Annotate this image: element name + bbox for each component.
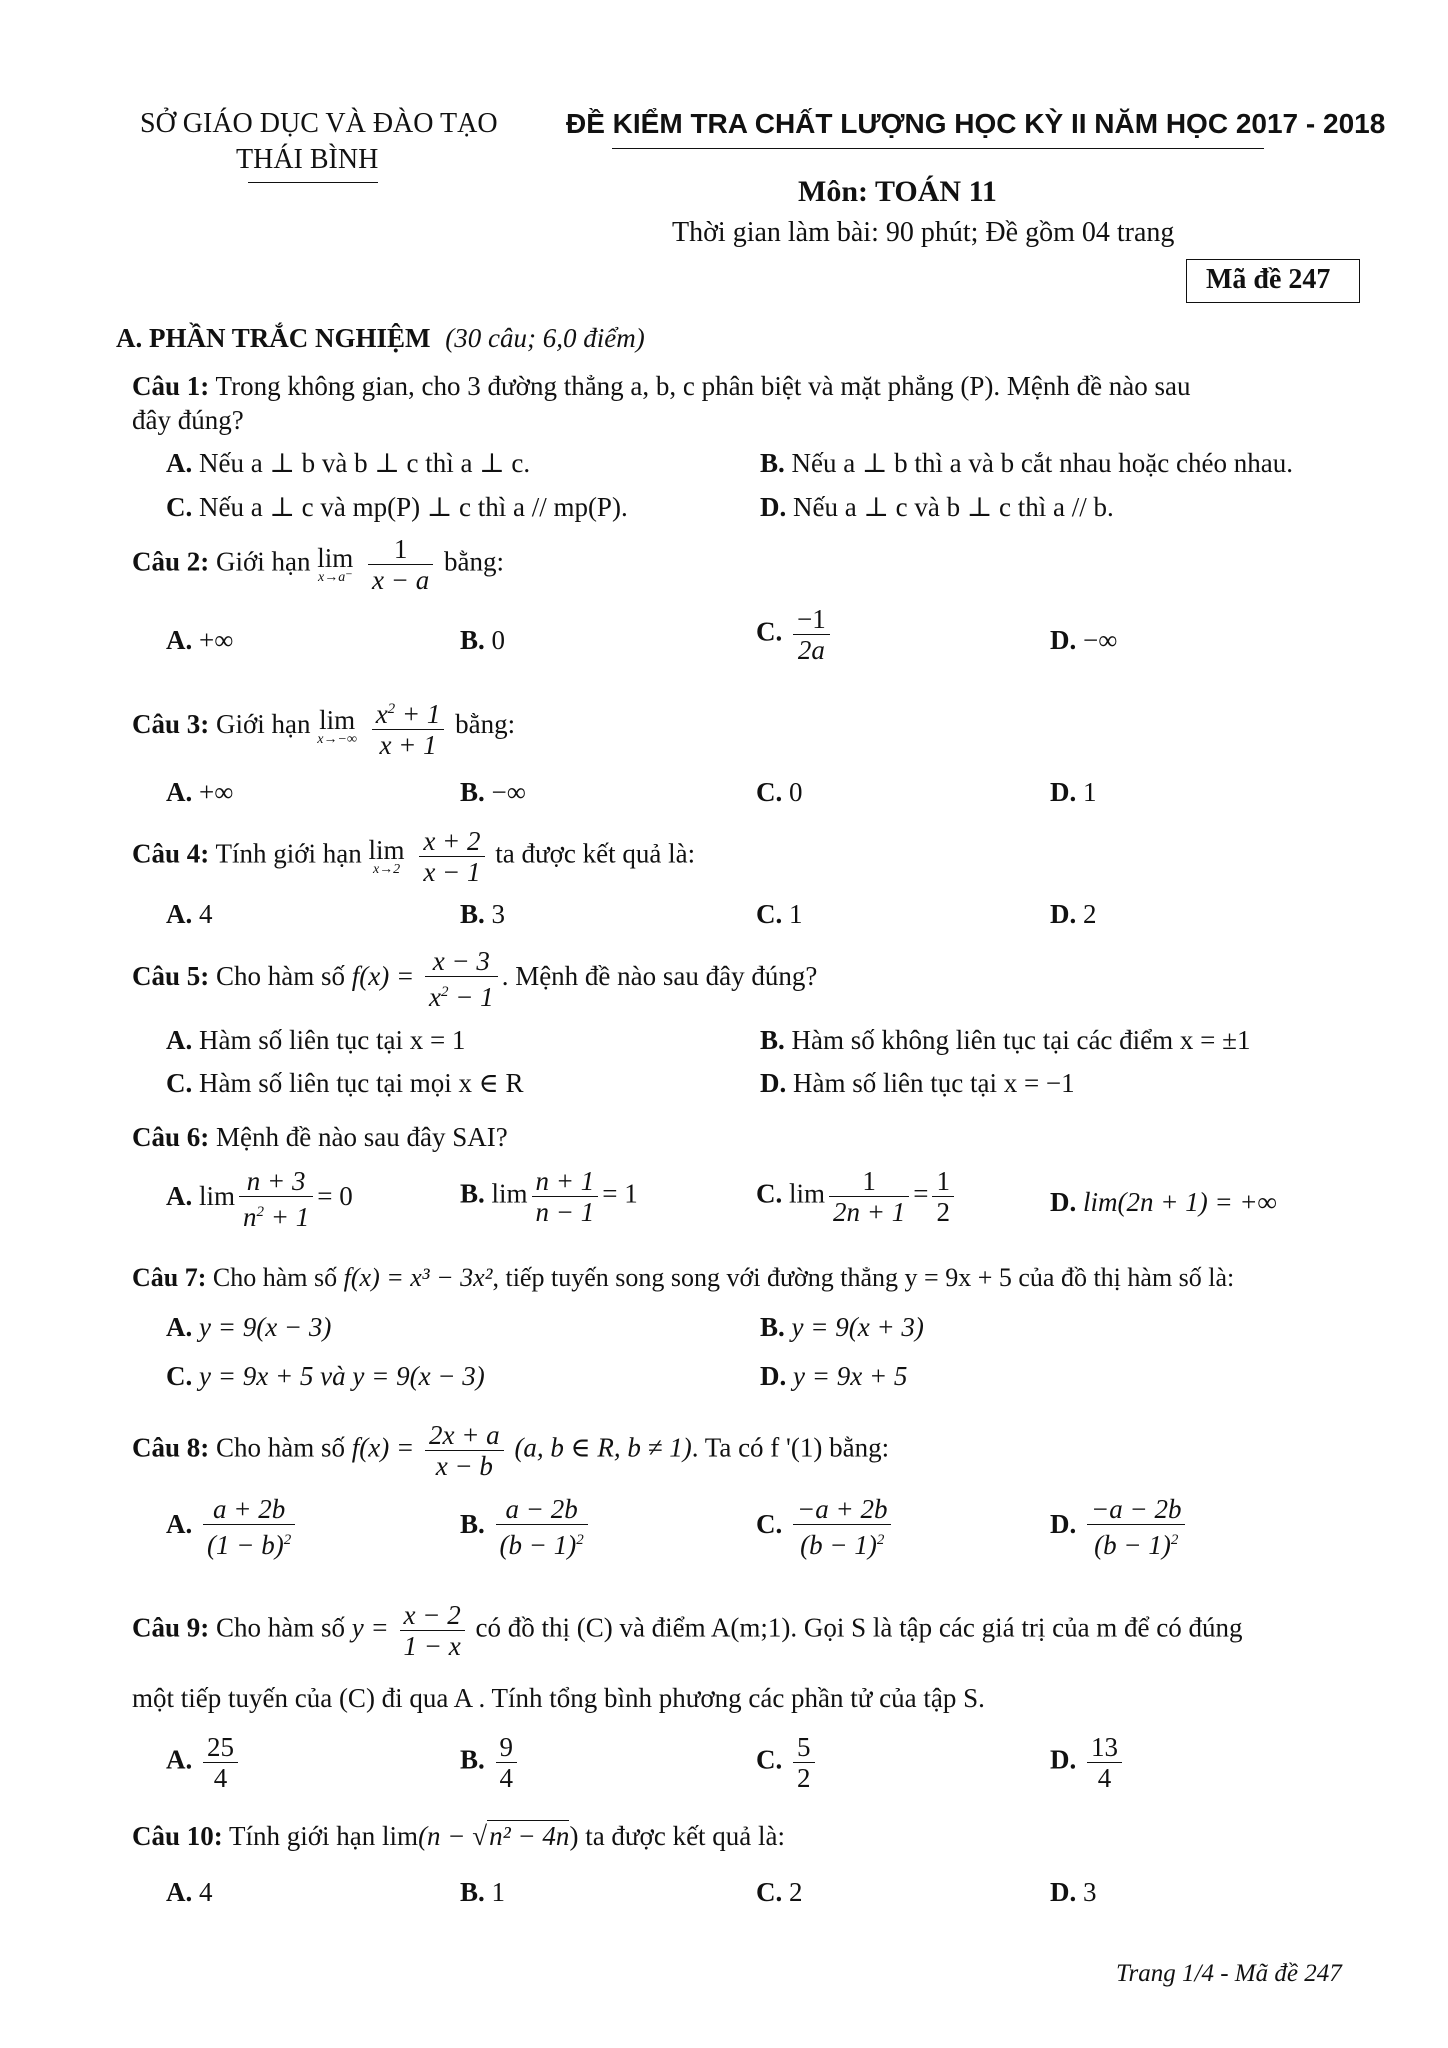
section-title xyxy=(116,322,645,354)
q8-fraction xyxy=(425,1420,504,1481)
option-letter: C. xyxy=(756,1178,783,1209)
option-letter: C. xyxy=(756,616,783,647)
option-letter: D. xyxy=(1050,899,1077,929)
option-letter: B. xyxy=(760,1312,785,1342)
header-underline-left xyxy=(248,182,378,183)
q8-a-fraction xyxy=(203,1494,295,1560)
option-letter: D. xyxy=(760,1361,787,1391)
option-text: +∞ xyxy=(199,625,234,655)
q10-option-d xyxy=(1050,1876,1097,1908)
q5-label: Câu 5: xyxy=(132,961,210,992)
section-title-text: A. PHẦN TRẮC NGHIỆM xyxy=(116,323,431,353)
option-letter: B. xyxy=(460,899,485,929)
q7-option-a xyxy=(166,1311,331,1343)
q4-num: x + 2 xyxy=(423,826,481,856)
q2-option-d xyxy=(1050,624,1117,656)
q10-open: (n − xyxy=(418,1821,473,1851)
q2-post: bằng: xyxy=(444,546,505,577)
option-text: 1 xyxy=(789,899,803,929)
q2-option-c xyxy=(756,604,834,665)
option-text: 1 xyxy=(1083,777,1097,807)
frac-den: 4 xyxy=(496,1762,518,1793)
title-underline xyxy=(612,148,1264,149)
q7-option-c xyxy=(166,1360,485,1392)
q2-den: x − a xyxy=(368,564,433,595)
option-text: 4 xyxy=(199,899,213,929)
section-note: (30 câu; 6,0 điểm) xyxy=(445,323,645,353)
den-exp: 2 xyxy=(1170,1532,1179,1548)
q1-option-c xyxy=(166,491,628,523)
q9-text-cont: một tiếp tuyến của (C) đi qua A . Tính tổng bình phương các phần tử của tập S. xyxy=(132,1683,985,1713)
q1-label: Câu 1: xyxy=(132,371,210,401)
province-name: THÁI BÌNH xyxy=(236,144,379,175)
q3-option-d xyxy=(1050,776,1097,808)
q10-close: ) xyxy=(569,1821,579,1851)
q4-option-b xyxy=(460,898,505,930)
q9-num: x − 2 xyxy=(403,1600,461,1630)
q8-option-d xyxy=(1050,1494,1189,1560)
den-base: (b − 1) xyxy=(1094,1530,1171,1560)
option-text: 2 xyxy=(789,1877,803,1907)
frac-den: 2 xyxy=(932,1196,954,1227)
q9-option-a xyxy=(166,1732,242,1793)
equals: = 1 xyxy=(602,1178,638,1209)
option-letter: D. xyxy=(1050,777,1077,807)
option-letter: C. xyxy=(756,1509,783,1540)
q3-fraction xyxy=(372,694,445,760)
q3-post: bằng: xyxy=(455,709,516,740)
q2-pre: Giới hạn xyxy=(216,546,311,577)
q4-lim-sub: x→2 xyxy=(372,861,401,877)
q9-option-d xyxy=(1050,1732,1126,1793)
question-10 xyxy=(132,1820,785,1852)
q3-den: x + 1 xyxy=(372,729,445,760)
q3-option-a xyxy=(166,776,233,808)
frac-num: 1 xyxy=(862,1166,876,1196)
option-text: Hàm số liên tục tại x = −1 xyxy=(793,1068,1075,1098)
question-1 xyxy=(132,370,1191,402)
question-4 xyxy=(132,826,695,887)
q10-lim: lim xyxy=(382,1821,419,1851)
subject: Môn: TOÁN 11 xyxy=(798,175,997,208)
frac-den xyxy=(496,1524,588,1560)
q5-fx: f(x) = xyxy=(351,961,415,992)
option-letter: B. xyxy=(460,1509,485,1540)
q5-den-base: x xyxy=(428,982,441,1012)
q8-option-a xyxy=(166,1494,299,1560)
q9-option-b xyxy=(460,1732,521,1793)
option-letter: C. xyxy=(756,777,783,807)
option-letter: D. xyxy=(1050,1877,1077,1907)
q2-lim-sub: x→a⁻ xyxy=(317,569,353,585)
q4-option-a xyxy=(166,898,213,930)
option-text: Nếu a ⊥ b thì a và b cắt nhau hoặc chéo nhau. xyxy=(791,448,1293,478)
option-text: 0 xyxy=(491,625,506,655)
option-letter: B. xyxy=(760,448,785,478)
option-letter: B. xyxy=(760,1025,785,1055)
q6-label: Câu 6: xyxy=(132,1122,210,1152)
frac-den xyxy=(239,1196,313,1232)
frac-num: a − 2b xyxy=(505,1494,578,1524)
q9-c-fraction xyxy=(793,1732,815,1793)
option-letter: C. xyxy=(166,1361,193,1391)
q6-c-result xyxy=(932,1166,954,1227)
question-5 xyxy=(132,946,817,1012)
q9-a-fraction xyxy=(203,1732,238,1793)
q8-fx: f(x) = xyxy=(351,1432,415,1463)
q5-pre: Cho hàm số xyxy=(216,961,346,992)
option-text: 3 xyxy=(491,899,506,929)
q10-label: Câu 10: xyxy=(132,1821,223,1851)
sqrt-icon: √ xyxy=(472,1821,488,1851)
q9-pre: Cho hàm số xyxy=(216,1612,346,1643)
q4-option-c xyxy=(756,898,803,930)
option-letter: B. xyxy=(460,777,485,807)
option-text: y = 9x + 5 xyxy=(793,1361,908,1391)
q1-text: Trong không gian, cho 3 đường thẳng a, b, c phân biệt và mặt phẳng (P). Mệnh đề nào sau xyxy=(215,371,1191,401)
option-text: 1 xyxy=(491,1877,506,1907)
q5-option-d xyxy=(760,1067,1075,1099)
question-7 xyxy=(132,1262,1234,1294)
q3-lim-sub: x→−∞ xyxy=(317,732,357,747)
frac-den: 2n + 1 xyxy=(829,1196,909,1227)
q8-c-fraction xyxy=(793,1494,891,1560)
option-letter: B. xyxy=(460,1744,485,1775)
option-letter: A. xyxy=(166,1181,193,1212)
q7-pre: Cho hàm số xyxy=(212,1263,338,1292)
option-letter: B. xyxy=(460,1877,485,1907)
option-text: y = 9(x − 3) xyxy=(199,1312,332,1342)
option-letter: B. xyxy=(460,625,485,655)
q7-post: , tiếp tuyến song song với đường thẳng y = 9x + 5 của đồ thị hàm số là: xyxy=(492,1263,1235,1292)
q5-num: x − 3 xyxy=(432,946,490,976)
q4-fraction xyxy=(419,826,484,887)
option-letter: A. xyxy=(166,1312,193,1342)
q3-num-exp: 2 xyxy=(387,701,396,717)
q2-num: 1 xyxy=(393,534,408,564)
q8-num: 2x + a xyxy=(428,1420,500,1450)
q10-radicand: n² − 4n xyxy=(489,1821,570,1851)
option-letter: D. xyxy=(760,1068,787,1098)
q8-condition: (a, b ∈ R, b ≠ 1) xyxy=(514,1432,692,1463)
question-3 xyxy=(132,694,515,760)
frac-num: 9 xyxy=(499,1732,514,1762)
frac-num: −a − 2b xyxy=(1091,1494,1182,1524)
q9-d-fraction xyxy=(1087,1732,1122,1793)
option-text: +∞ xyxy=(199,777,234,807)
q4-den: x − 1 xyxy=(419,856,484,887)
q9-option-c xyxy=(756,1732,819,1793)
q5-den-rest: − 1 xyxy=(448,982,494,1012)
q6-option-d xyxy=(1050,1186,1277,1218)
option-letter: A. xyxy=(166,1744,193,1775)
q8-pre: Cho hàm số xyxy=(216,1432,346,1463)
den-base: (1 − b) xyxy=(207,1530,284,1560)
frac-den: 2a xyxy=(793,634,830,665)
q3-num xyxy=(372,694,445,729)
option-text: 4 xyxy=(199,1877,213,1907)
q6-text: Mệnh đề nào sau đây SAI? xyxy=(216,1122,508,1152)
option-letter: C. xyxy=(756,1877,783,1907)
question-9 xyxy=(132,1600,1243,1661)
q5-den-exp: 2 xyxy=(440,984,449,1000)
q4-label: Câu 4: xyxy=(132,838,210,869)
option-letter: A. xyxy=(166,899,193,929)
q6-a-fraction xyxy=(239,1166,313,1232)
q1-option-b xyxy=(760,447,1293,479)
q5-option-a xyxy=(166,1024,465,1056)
exam-code: Mã đề 247 xyxy=(1206,264,1331,295)
frac-num: 5 xyxy=(797,1732,811,1762)
den-exp: 2 xyxy=(876,1532,885,1548)
q8-d-fraction xyxy=(1087,1494,1185,1560)
q9-mid: có đồ thị (C) và điểm A(m;1). Gọi S là tập các giá trị của m để có đúng xyxy=(475,1612,1243,1643)
den-base: n xyxy=(243,1202,257,1232)
q1-option-a xyxy=(166,447,530,479)
option-letter: C. xyxy=(756,899,783,929)
option-letter: A. xyxy=(166,1877,193,1907)
q7-option-b xyxy=(760,1311,924,1343)
option-text: Nếu a ⊥ c và mp(P) ⊥ c thì a // mp(P). xyxy=(199,492,628,522)
q10-option-b xyxy=(460,1876,505,1908)
den-exp: 2 xyxy=(576,1532,584,1548)
q4-option-d xyxy=(1050,898,1097,930)
q2-label: Câu 2: xyxy=(132,546,210,577)
q9-den: 1 − x xyxy=(400,1630,465,1661)
frac-num: n + 3 xyxy=(246,1166,306,1196)
q8-option-c xyxy=(756,1494,895,1560)
frac-num: a + 2b xyxy=(212,1494,286,1524)
q6-option-b xyxy=(460,1166,638,1227)
option-letter: C. xyxy=(756,1744,783,1775)
lim-word: lim xyxy=(491,1178,528,1209)
q2-option-a xyxy=(166,624,233,656)
q3-lim: lim x→−∞ xyxy=(317,705,357,747)
den-base: (b − 1) xyxy=(800,1530,877,1560)
q4-post: ta được kết quả là: xyxy=(495,838,696,869)
q5-fraction xyxy=(425,946,498,1012)
q9-b-fraction xyxy=(496,1732,518,1793)
option-text: Nếu a ⊥ b và b ⊥ c thì a ⊥ c. xyxy=(199,448,531,478)
frac-den: 2 xyxy=(793,1762,815,1793)
q4-lim: lim x→2 xyxy=(368,834,405,877)
option-text: Hàm số liên tục tại mọi x ∈ R xyxy=(199,1068,524,1098)
q8-b-fraction xyxy=(496,1494,588,1560)
option-letter: A. xyxy=(166,777,193,807)
frac-num: 13 xyxy=(1091,1732,1118,1762)
q3-option-b xyxy=(460,776,526,808)
den-rest: + 1 xyxy=(264,1202,310,1232)
q2-fraction xyxy=(368,534,433,595)
frac-num: −1 xyxy=(797,604,826,634)
q1-text-cont: đây đúng? xyxy=(132,405,244,435)
q8-den: x − b xyxy=(425,1450,504,1481)
q6-option-a xyxy=(166,1166,353,1232)
frac-den xyxy=(793,1524,891,1560)
q3-label: Câu 3: xyxy=(132,709,210,740)
question-8 xyxy=(132,1420,889,1481)
q8-label: Câu 8: xyxy=(132,1432,210,1463)
frac-num: 1 xyxy=(936,1166,950,1196)
q3-pre: Giới hạn xyxy=(216,709,311,740)
q8-post: . Ta có f '(1) bằng: xyxy=(691,1432,890,1463)
option-text: 2 xyxy=(1083,899,1097,929)
q9-y: y = xyxy=(351,1612,389,1643)
option-letter: D. xyxy=(1050,625,1077,655)
frac-den xyxy=(1087,1524,1185,1560)
q9-fraction xyxy=(400,1600,465,1661)
q2-option-b xyxy=(460,624,505,656)
q7-option-d xyxy=(760,1360,907,1392)
q10-option-c xyxy=(756,1876,803,1908)
option-letter: B. xyxy=(460,1178,485,1209)
q7-label: Câu 7: xyxy=(132,1263,207,1292)
den-exp: 2 xyxy=(283,1532,292,1548)
q8-option-b xyxy=(460,1494,592,1560)
den-base: (b − 1) xyxy=(499,1530,577,1560)
frac-den: 4 xyxy=(1087,1762,1122,1793)
den-exp: 2 xyxy=(256,1204,265,1220)
frac-num: n + 1 xyxy=(535,1166,595,1196)
frac-den xyxy=(203,1524,295,1560)
option-text: lim(2n + 1) = +∞ xyxy=(1083,1187,1277,1217)
q5-post: . Mệnh đề nào sau đây đúng? xyxy=(501,961,818,992)
q5-den xyxy=(425,976,498,1012)
q3-option-c xyxy=(756,776,803,808)
option-text: y = 9x + 5 và y = 9(x − 3) xyxy=(199,1361,485,1391)
q7-fx: f(x) = x³ − 3x² xyxy=(343,1263,493,1292)
duration: Thời gian làm bài: 90 phút; Đề gồm 04 trang xyxy=(672,217,1175,248)
option-text: Hàm số liên tục tại x = 1 xyxy=(199,1025,466,1055)
lim-word: lim xyxy=(199,1181,236,1212)
option-text: Hàm số không liên tục tại các điểm x = ±1 xyxy=(791,1025,1251,1055)
q4-pre: Tính giới hạn xyxy=(215,838,362,869)
q3-num-rest: + 1 xyxy=(395,699,441,729)
option-text: −∞ xyxy=(1083,625,1118,655)
option-letter: D. xyxy=(1050,1187,1077,1217)
q10-pre: Tính giới hạn xyxy=(229,1821,376,1851)
option-text: y = 9(x + 3) xyxy=(791,1312,924,1342)
question-2 xyxy=(132,534,504,595)
option-letter: D. xyxy=(760,492,787,522)
q5-option-b xyxy=(760,1024,1250,1056)
q9-label: Câu 9: xyxy=(132,1612,210,1643)
frac-num: −a + 2b xyxy=(797,1494,888,1524)
q3-num-base: x xyxy=(375,699,388,729)
option-text: 3 xyxy=(1083,1877,1097,1907)
frac-num: 25 xyxy=(207,1732,234,1762)
option-letter: D. xyxy=(1050,1509,1077,1540)
exam-title: ĐỀ KIỂM TRA CHẤT LƯỢNG HỌC KỲ II NĂM HỌC 2017 - 2018 xyxy=(566,108,1386,139)
option-text: Nếu a ⊥ c và b ⊥ c thì a // b. xyxy=(793,492,1114,522)
option-letter: D. xyxy=(1050,1744,1077,1775)
option-letter: A. xyxy=(166,1025,193,1055)
option-letter: A. xyxy=(166,1509,193,1540)
q6-option-c: C. lim $\frac{1}{2n + 1}$ = $\frac{1}{2}$ xyxy=(756,1166,958,1227)
option-letter: C. xyxy=(166,1068,193,1098)
department-name: SỞ GIÁO DỤC VÀ ĐÀO TẠO xyxy=(140,108,498,139)
q6-c-fraction xyxy=(829,1166,909,1227)
q2-c-fraction xyxy=(793,604,830,665)
equals: = 0 xyxy=(317,1181,353,1212)
q10-post: ta được kết quả là: xyxy=(585,1821,786,1851)
q6-b-fraction xyxy=(532,1166,599,1227)
q5-option-c xyxy=(166,1067,523,1099)
q1-option-d xyxy=(760,491,1114,523)
q2-lim: lim x→a⁻ xyxy=(317,542,354,585)
lim-word: lim xyxy=(789,1178,826,1209)
question-6 xyxy=(132,1121,508,1153)
option-text: −∞ xyxy=(491,777,526,807)
frac-den: 4 xyxy=(203,1762,238,1793)
frac-den: n − 1 xyxy=(532,1196,599,1227)
option-text: 0 xyxy=(789,777,803,807)
q10-option-a xyxy=(166,1876,213,1908)
option-letter: A. xyxy=(166,448,193,478)
option-letter: A. xyxy=(166,625,193,655)
page-footer: Trang 1/4 - Mã đề 247 xyxy=(1116,1960,1342,1987)
option-letter: C. xyxy=(166,492,193,522)
